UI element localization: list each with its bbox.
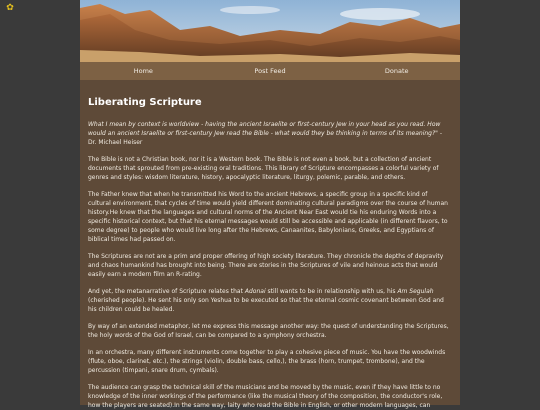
paragraph-3: The Scriptures are not are a prim and proper offering of high society literature. They chronicle the depths of depravity and chaos humankind has brought into being. There are stories in the Scriptures of vile and heinous acts that would easily earn a modern film an R-rating.	[88, 253, 444, 278]
page-container	[80, 0, 460, 409]
am-segulah-term: Am Segulah	[397, 288, 434, 295]
paragraph-4-text-a: And yet, the metanarrative of Scripture relates that	[88, 288, 245, 295]
paragraph-6: In an orchestra, many different instruments come together to play a cohesive piece of music. You have the woodwinds (flute, oboe, clarinet, etc.), the strings (violin, double bass, cello,), the brass (horn, trumpet, trombone), and the percussion (timpani, snare drum, cymbals).	[88, 349, 446, 374]
paragraph-4-text-b: still wants to be in relationship with us, his	[265, 288, 398, 295]
paragraph-1: The Bible is not a Christian book, nor it is a Western book. The Bible is not even a book, but a collection of ancient documents that sprouted from pre-existing oral traditions. This library of Scripture encompasses a colorful variety of genres and styles: wisdom literature, history, apocalyptic literature, liturgy, polemic, parable, and others.	[88, 156, 439, 181]
article-content	[88, 80, 452, 409]
main-nav	[80, 62, 460, 80]
nav-post-feed-link[interactable]: Post Feed	[254, 67, 286, 75]
paragraph-4	[88, 287, 452, 314]
paragraph-4-text-c: (cherished people). He sent his only son Yeshua to be executed so that the eternal cosmic covenant between God and his children could be healed.	[88, 297, 444, 313]
paragraph-2: The Father knew that when he transmitted his Word to the ancient Hebrews, a specific group in a specific kind of cultural environment, that cycles of time would yield different dominating cultural paradigms over the course of human history.He knew that the languages and cultural norms of the Ancient Near East would tie his enduring Words into a specific historical context, but that his eternal messages would still be accessible and applicable (in different flavors, to some degree) to people who would live long after the Hebrews, Canaanites, Babylonians, Greeks, and Egyptians of biblical times had passed on.	[88, 191, 448, 243]
nav-donate-link[interactable]: Donate	[384, 67, 409, 75]
nav-home-link[interactable]: Home	[133, 67, 153, 75]
intro-attribution: Dr. Michael Heiser	[88, 139, 143, 146]
intro-quote: What I mean by context is worldview - having the ancient Israelite or first-century Jew in your head as you read. How would an ancient Israelite or first-century Jew read the Bible - what would they be thinking in terms of its meaning?" -	[88, 121, 443, 137]
paragraph-5: By way of an extended metaphor, let me express this message another way: the quest of understanding the Scriptures, the holy words of the God of Israel, can be compared to a symphony orchestra.	[88, 323, 449, 339]
adonai-term: Adonai	[244, 288, 266, 295]
mountain-landscape-image	[80, 0, 460, 62]
article-title: Liberating Scripture	[88, 97, 202, 108]
header-landscape-image	[80, 0, 460, 62]
fractal-logo-icon[interactable]: ✿	[6, 3, 14, 13]
paragraph-7: The audience can grasp the technical skill of the musicians and be moved by the music, even if they have little to no knowledge of the inner workings of the performance (like the musical theory of the composition, the conductor's role, how the players are seated).In the same way, laity who read the Bible in English, or other modern languages, can	[88, 384, 443, 409]
